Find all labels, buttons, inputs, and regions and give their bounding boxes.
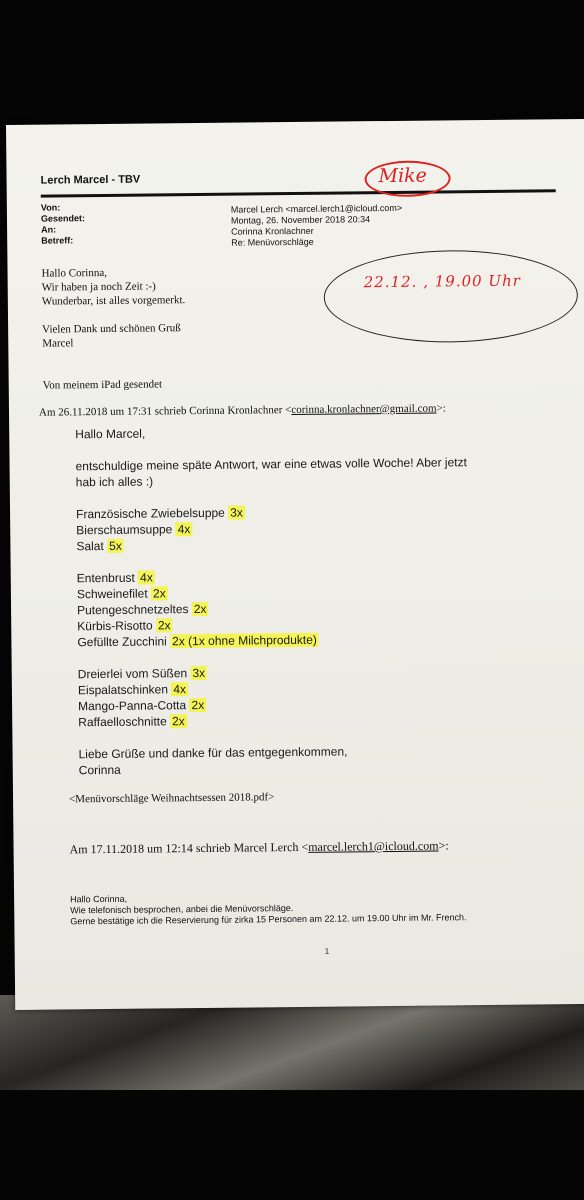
reply-line: Wunderbar, ist alles vorgemerkt. xyxy=(41,294,186,308)
quote2-intro-suffix: >: xyxy=(438,838,449,853)
quote1-apology: hab ich alles :) xyxy=(75,474,154,490)
dish-quantity: 3x xyxy=(192,665,206,681)
quote2-intro xyxy=(70,838,449,856)
attachment-name[interactable]: <Menüvorschläge Weihnachtsessen 2018.pdf> xyxy=(69,791,275,806)
handwritten-name: Mike xyxy=(378,164,427,188)
reply-line: Vielen Dank und schönen Gruß xyxy=(42,322,181,336)
quote1-apology: entschuldige meine späte Antwort, war eine etwas volle Woche! Aber jetzt xyxy=(75,455,467,474)
dish-quantity: 3x xyxy=(230,505,243,520)
printed-email-page xyxy=(6,119,584,1010)
dish-quantity: 4x xyxy=(177,522,191,537)
quote2-body xyxy=(70,890,467,927)
dish-name: Salat xyxy=(76,538,104,554)
quote1-closing: Liebe Grüße und danke für das entgegenkommen, xyxy=(78,744,348,762)
reply-line: Von meinem iPad gesendet xyxy=(42,378,163,392)
quote2-email-link[interactable]: marcel.lerch1@icloud.com xyxy=(308,838,439,854)
reply-line: Wir haben ja noch Zeit :-) xyxy=(41,280,156,294)
dish-quantity: 2x xyxy=(157,618,171,633)
dish-name: Gefüllte Zucchini xyxy=(77,634,167,650)
dish-name: Bierschaumsuppe xyxy=(76,522,173,538)
dish-name: Kürbis-Risotto xyxy=(77,618,153,634)
dish-quantity: 2x xyxy=(191,697,205,713)
quote2-intro-prefix: Am 17.11.2018 um 12:14 schrieb Marcel Lerch < xyxy=(69,839,309,857)
dish-quantity: 4x xyxy=(140,570,153,585)
dish-name: Entenbrust xyxy=(76,570,135,586)
header-labels xyxy=(41,202,85,246)
dish-quantity: 2x xyxy=(172,714,185,729)
quote2-greeting: Hallo Corinna, xyxy=(70,893,128,905)
label-sent: Gesendet: xyxy=(40,213,86,224)
handwritten-date-circle xyxy=(323,249,578,344)
label-from: Von: xyxy=(40,202,61,213)
handwritten-date-time: 22.12. , 19.00 Uhr xyxy=(363,271,521,292)
dish-name: Eispalatschinken xyxy=(77,682,169,698)
dish-name: Mango-Panna-Cotta xyxy=(78,698,187,714)
quote1-signature: Corinna xyxy=(78,762,121,778)
label-subject: Betreff: xyxy=(41,235,74,246)
dish-quantity: 5x xyxy=(109,538,122,553)
dish-quantity: 2x xyxy=(193,601,207,617)
reply-line: Hallo Corinna, xyxy=(41,266,108,280)
quote1-greeting: Hallo Marcel, xyxy=(75,426,146,442)
value-to: Corinna Kronlachner xyxy=(231,225,314,237)
dish-name: Raffaelloschnitte xyxy=(78,714,167,730)
header-rule xyxy=(41,189,556,197)
quote2-line: Wie telefonisch besprochen, anbei die Menüvorschläge. xyxy=(70,903,294,916)
dish-name: Französische Zwiebelsuppe xyxy=(76,505,225,522)
dish-quantity: 2x (1x ohne Milchprodukte) xyxy=(172,632,317,649)
quote2-line: Gerne bestätige ich die Reservierung für zirka 15 Personen am 22.12. um 19.00 Uhr im Mr. French. xyxy=(70,912,467,927)
header-values xyxy=(231,203,403,249)
header-title: Lerch Marcel - TBV xyxy=(40,173,141,187)
reply-spacer xyxy=(42,307,186,323)
reply-line: Marcel xyxy=(42,337,74,350)
dish-name: Dreierlei vom Süßen xyxy=(77,666,188,682)
dish-name: Putengeschnetzeltes xyxy=(77,602,189,618)
value-subject: Re: Menüvorschläge xyxy=(231,236,314,248)
quote1-intro-suffix: >: xyxy=(436,402,446,415)
reply-message xyxy=(41,265,186,392)
value-from: Marcel Lerch <marcel.lerch1@icloud.com> xyxy=(230,202,403,215)
reply-spacer xyxy=(42,349,186,379)
dish-name: Schweinefilet xyxy=(76,586,148,602)
dish-quantity: 4x xyxy=(173,682,187,697)
dish-quantity: 2x xyxy=(152,586,166,601)
value-sent: Montag, 26. November 2018 20:34 xyxy=(230,214,371,226)
label-to: An: xyxy=(41,224,57,235)
quote1-intro-prefix: Am 26.11.2018 um 17:31 schrieb Corinna Kronlachner < xyxy=(38,404,292,419)
quote1-intro xyxy=(39,401,446,419)
table-surface xyxy=(0,995,584,1090)
quote1-body xyxy=(75,422,470,778)
quote1-email-link[interactable]: corinna.kronlachner@gmail.com xyxy=(291,402,437,417)
page-number: 1 xyxy=(324,946,330,956)
